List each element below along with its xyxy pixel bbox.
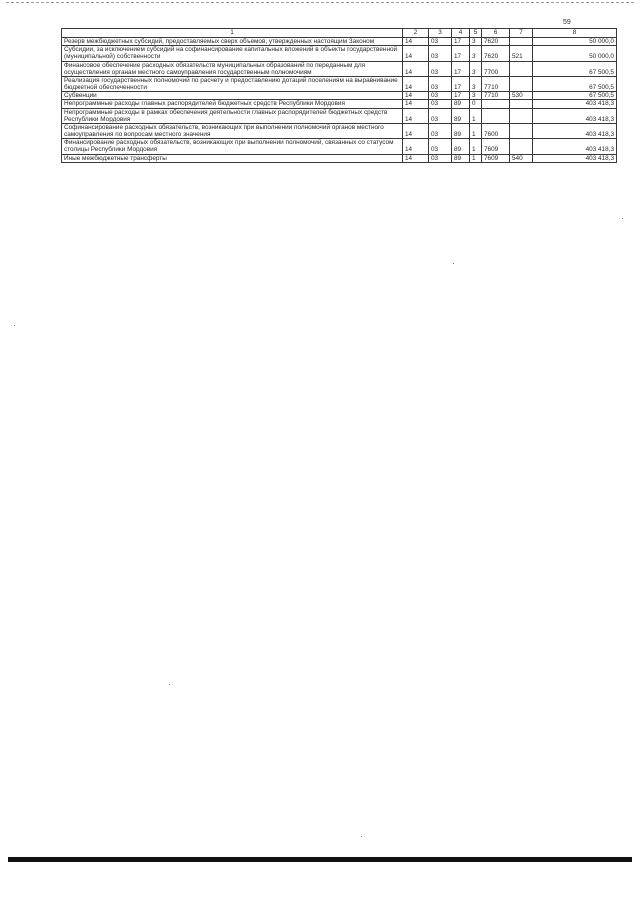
scan-speck	[14, 325, 15, 326]
cell-c6: 7620	[482, 46, 510, 61]
cell-c2: 14	[403, 76, 429, 91]
cell-c3: 03	[429, 61, 452, 76]
row-name: Софинансирование расходных обязательств, возникающих при выполнении полномочий органов местного самоуправления по вопросам местного значения	[62, 123, 403, 138]
table-row	[62, 61, 617, 76]
cell-c8: 403 418,3	[533, 123, 617, 138]
cell-c6: 7700	[482, 61, 510, 76]
header-col-8: 8	[533, 29, 617, 38]
header-col-6: 6	[482, 29, 510, 38]
table-row	[62, 154, 617, 162]
cell-c2: 14	[403, 123, 429, 138]
cell-c5: 3	[470, 61, 482, 76]
cell-c7: 521	[510, 46, 533, 61]
cell-c7	[510, 76, 533, 91]
cell-c6	[482, 100, 510, 108]
row-name: Реализация государственных полномочий по расчету и предоставлению дотаций поселениям на выравнивание бюджетной обеспеченности	[62, 76, 403, 91]
cell-c2: 14	[403, 154, 429, 162]
cell-c2: 14	[403, 100, 429, 108]
cell-c2: 14	[403, 38, 429, 46]
table-row	[62, 38, 617, 46]
cell-c3: 03	[429, 92, 452, 100]
cell-c8: 67 500,5	[533, 92, 617, 100]
row-name: Финансовое обеспечение расходных обязательств муниципальных образований по переданным для осуществления органам местного самоуправления государственным полномочиям	[62, 61, 403, 76]
cell-c4: 17	[452, 76, 470, 91]
cell-c7	[510, 100, 533, 108]
cell-c4: 89	[452, 108, 470, 123]
cell-c5: 3	[470, 76, 482, 91]
row-name: Финансирование расходных обязательств, возникающих при выполнении полномочий, связанных со статусом столицы Республики Мордовия	[62, 139, 403, 154]
cell-c2: 14	[403, 46, 429, 61]
cell-c3: 03	[429, 154, 452, 162]
cell-c2: 14	[403, 139, 429, 154]
cell-c3: 03	[429, 108, 452, 123]
cell-c3: 03	[429, 123, 452, 138]
header-col-5: 5	[470, 29, 482, 38]
cell-c5: 1	[470, 108, 482, 123]
cell-c7	[510, 139, 533, 154]
cell-c6: 7609	[482, 154, 510, 162]
scan-speck	[169, 684, 170, 685]
row-name: Непрограммные расходы в рамках обеспечения деятельности главных распорядителей бюджетных средств Республики Мордовия	[62, 108, 403, 123]
cell-c4: 17	[452, 61, 470, 76]
cell-c7: 540	[510, 154, 533, 162]
cell-c3: 03	[429, 100, 452, 108]
header-col-4: 4	[452, 29, 470, 38]
cell-c5: 1	[470, 139, 482, 154]
cell-c6: 7600	[482, 123, 510, 138]
cell-c4: 17	[452, 46, 470, 61]
page-number: 59	[563, 19, 571, 26]
cell-c5: 3	[470, 46, 482, 61]
cell-c6: 7710	[482, 92, 510, 100]
cell-c6: 7710	[482, 76, 510, 91]
cell-c4: 17	[452, 92, 470, 100]
cell-c5: 3	[470, 92, 482, 100]
cell-c6: 7620	[482, 38, 510, 46]
cell-c7	[510, 38, 533, 46]
table-row	[62, 123, 617, 138]
cell-c6	[482, 108, 510, 123]
cell-c7	[510, 61, 533, 76]
cell-c2: 14	[403, 92, 429, 100]
row-name: Резерв межбюджетных субсидий, предоставляемых сверх объемов, утвержденных настоящим Законом	[62, 38, 403, 46]
cell-c3: 03	[429, 139, 452, 154]
cell-c4: 17	[452, 38, 470, 46]
row-name: Субсидии, за исключением субсидий на софинансирование капитальных вложений в объекты государственной (муниципальной) собственности	[62, 46, 403, 61]
budget-table	[61, 28, 617, 163]
cell-c8: 403 418,3	[533, 139, 617, 154]
scan-speck	[361, 836, 362, 837]
table-header-row	[62, 29, 617, 38]
cell-c8: 403 418,3	[533, 154, 617, 162]
table-body	[62, 29, 617, 163]
cell-c3: 03	[429, 38, 452, 46]
cell-c5: 1	[470, 123, 482, 138]
scan-speck	[453, 263, 454, 264]
cell-c8: 50 000,0	[533, 38, 617, 46]
header-col-7: 7	[510, 29, 533, 38]
table-row	[62, 76, 617, 91]
cell-c2: 14	[403, 61, 429, 76]
table-row	[62, 100, 617, 108]
header-col-1: 1	[62, 29, 403, 38]
table-row	[62, 92, 617, 100]
row-name: Субвенции	[62, 92, 403, 100]
cell-c3: 03	[429, 76, 452, 91]
cell-c7	[510, 108, 533, 123]
header-col-3: 3	[429, 29, 452, 38]
row-name: Непрограммные расходы главных распорядителей бюджетных средств Республики Мордовия	[62, 100, 403, 108]
cell-c4: 89	[452, 154, 470, 162]
header-col-2: 2	[403, 29, 429, 38]
cell-c8: 403 418,3	[533, 108, 617, 123]
cell-c5: 3	[470, 38, 482, 46]
cell-c3: 03	[429, 46, 452, 61]
cell-c7	[510, 123, 533, 138]
cell-c8: 67 500,5	[533, 76, 617, 91]
cell-c2: 14	[403, 108, 429, 123]
cell-c7: 530	[510, 92, 533, 100]
cell-c6: 7609	[482, 139, 510, 154]
cell-c4: 89	[452, 139, 470, 154]
cell-c5: 1	[470, 154, 482, 162]
cell-c4: 89	[452, 100, 470, 108]
cell-c8: 67 500,5	[533, 61, 617, 76]
page-bottom-border	[8, 857, 632, 862]
table-row	[62, 139, 617, 154]
table-row	[62, 108, 617, 123]
row-name: Иные межбюджетные трансферты	[62, 154, 403, 162]
cell-c8: 403 418,3	[533, 100, 617, 108]
scan-top-edge	[6, 2, 634, 3]
scan-speck	[622, 218, 623, 219]
cell-c4: 89	[452, 123, 470, 138]
cell-c5: 0	[470, 100, 482, 108]
table-row	[62, 46, 617, 61]
cell-c8: 50 000,0	[533, 46, 617, 61]
